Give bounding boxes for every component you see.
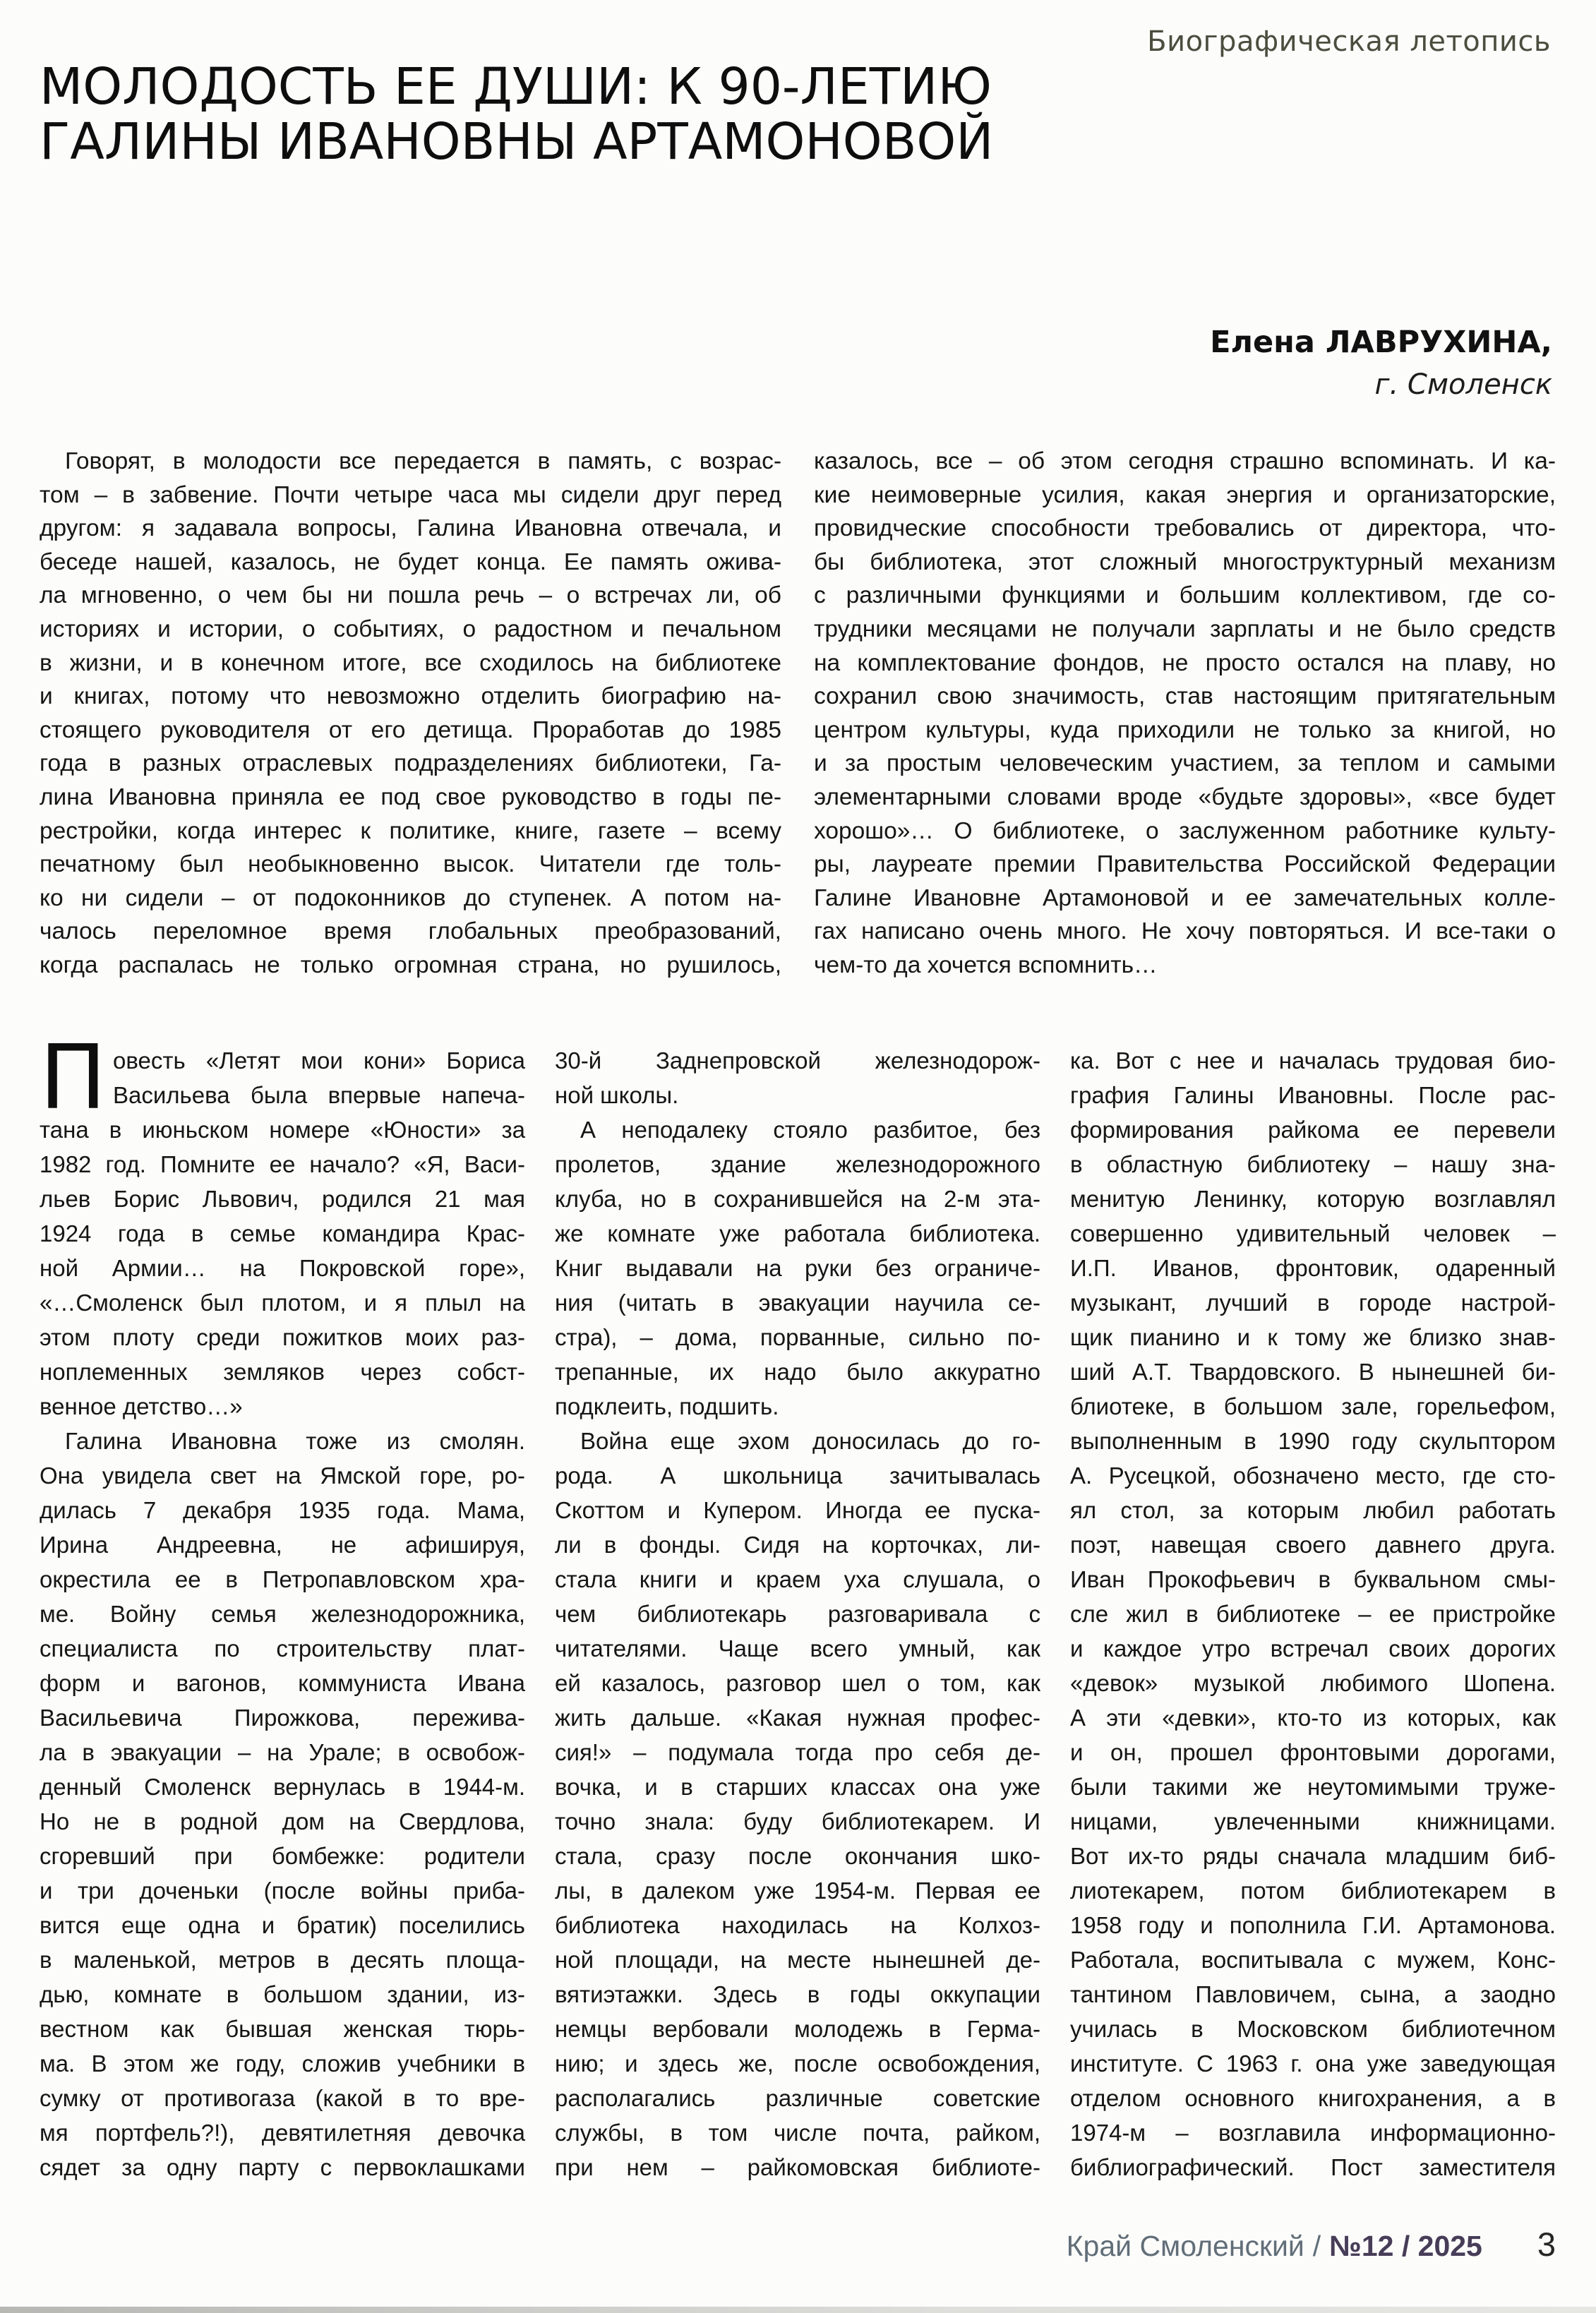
- text-line: немцы вербовали молодежь в Герма-: [555, 2016, 1040, 2042]
- author-name: Елена ЛАВРУХИНА,: [1210, 325, 1552, 360]
- text-line: чем-то да хочется вспомнить…: [814, 951, 1158, 978]
- text-line: Васильева была впервые напеча-: [113, 1082, 525, 1108]
- text-line: трудники месяцами не получали зарплаты и не было средств: [814, 615, 1556, 642]
- text-line: ей казалось, разговор шел о том, как: [555, 1670, 1040, 1696]
- intro-column-right: [814, 445, 1556, 983]
- journal-name: Край Смоленский: [1066, 2230, 1304, 2262]
- text-line: года в разных отраслевых подразделениях библиотеки, Га-: [40, 750, 781, 777]
- text-line: ной площади, на месте нынешней де-: [555, 1947, 1040, 1973]
- text-line: «…Смоленск был плотом, и я плыл на: [40, 1290, 525, 1316]
- text-line: сия!» – подумала тогда про себя де-: [555, 1739, 1040, 1765]
- text-line: библиографический. Пост заместителя: [1070, 2154, 1556, 2180]
- text-line: овесть «Летят мои кони» Бориса: [113, 1047, 525, 1074]
- page-number: 3: [1537, 2225, 1556, 2263]
- text-line: вятиэтажки. Здесь в годы оккупации: [555, 1981, 1040, 2007]
- text-line: сгоревший при бомбежке: родители: [40, 1843, 525, 1869]
- text-line: выполненным в 1990 году скульптором: [1070, 1428, 1556, 1454]
- text-line: чалось переломное время глобальных преобразований,: [40, 918, 781, 945]
- text-line: льев Борис Львович, родился 21 мая: [40, 1186, 525, 1212]
- text-line: Говорят, в молодости все передается в память, с возрас-: [65, 448, 781, 474]
- text-line: «девок» музыкой любимого Шопена.: [1070, 1670, 1556, 1696]
- text-line: и он, прошел фронтовыми дорогами,: [1070, 1739, 1556, 1765]
- text-line: этом плоту среди пожитков моих раз-: [40, 1324, 525, 1350]
- text-line: и книгах, потому что невозможно отделить биографию на-: [40, 683, 781, 710]
- text-line: форм и вагонов, коммуниста Ивана: [40, 1670, 525, 1696]
- text-line: институте. С 1963 г. она уже заведующая: [1070, 2050, 1556, 2077]
- text-line: 1924 года в семье командира Крас-: [40, 1220, 525, 1246]
- text-line: жить дальше. «Какая нужная профес-: [555, 1705, 1040, 1731]
- text-line: мя портфель?!), девятилетняя девочка: [40, 2120, 525, 2146]
- text-line: гах написано очень много. Не хочу повторяться. И все-таки о: [814, 918, 1556, 945]
- text-line: ма. В этом же году, сложив учебники в: [40, 2050, 525, 2077]
- text-line: сохранил свою значимость, став настоящим притягательным: [814, 683, 1556, 710]
- text-line: лиотекарем, потом библиотекарем в: [1070, 1878, 1556, 1904]
- text-line: Ирина Андреевна, не афишируя,: [40, 1532, 525, 1558]
- text-line: другом: я задавала вопросы, Галина Ивановна отвечала, и: [40, 515, 781, 542]
- text-line: поэт, навещая своего давнего друга.: [1070, 1532, 1556, 1558]
- text-line: дилась 7 декабря 1935 года. Мама,: [40, 1497, 525, 1523]
- text-line: венное детство…»: [40, 1393, 243, 1419]
- text-line: А эти «девки», кто-то из которых, как: [1070, 1705, 1556, 1731]
- text-line: тантином Павловичем, сына, а заодно: [1070, 1981, 1556, 2007]
- text-line: Она увидела свет на Ямской горе, ро-: [40, 1462, 525, 1489]
- text-line: вится еще одна и братик) поселились: [40, 1912, 525, 1938]
- text-line: Галине Ивановне Артамоновой и ее замечательных колле-: [814, 884, 1556, 911]
- text-line: 30-й Заднепровской железнодорож-: [555, 1047, 1040, 1074]
- footer-separator: /: [1312, 2230, 1321, 2262]
- text-line: подклеить, подшить.: [555, 1393, 779, 1419]
- byline: [1210, 325, 1552, 401]
- text-line: ной школы.: [555, 1082, 679, 1108]
- body-column-1: [40, 1026, 525, 2185]
- drop-cap: П: [40, 1026, 107, 1129]
- text-line: Галина Ивановна тоже из смолян.: [65, 1428, 525, 1454]
- text-line: окрестила ее в Петропавловском хра-: [40, 1566, 525, 1592]
- text-line: 1982 год. Помните ее начало? «Я, Васи-: [40, 1151, 525, 1177]
- text-line: казалось, все – об этом сегодня страшно вспоминать. И ка-: [814, 448, 1556, 474]
- text-line: службы, в том числе почта, райком,: [555, 2120, 1040, 2146]
- text-line: ял стол, за которым любил работать: [1070, 1497, 1556, 1523]
- body-column-3: [1070, 1043, 1556, 2185]
- text-line: стала книги и краем уха слушала, о: [555, 1566, 1040, 1592]
- text-line: денный Смоленск вернулась в 1944-м.: [40, 1774, 525, 1800]
- text-line: ры, лауреате премии Правительства Российской Федерации: [814, 851, 1556, 878]
- journal-line: [1067, 2230, 1482, 2263]
- text-line: чем библиотекарь разговаривала с: [555, 1601, 1040, 1627]
- text-line: Скоттом и Купером. Иногда ее пуска-: [555, 1497, 1040, 1523]
- text-line: центром культуры, куда приходили не только за книгой, но: [814, 716, 1556, 743]
- text-line: Книг выдавали на руки без ограниче-: [555, 1255, 1040, 1281]
- text-line: сумку от противогаза (какой в то вре-: [40, 2085, 525, 2111]
- text-line: А. Русецкой, обозначено место, где сто-: [1070, 1462, 1556, 1489]
- text-line: ли в фонды. Сидя на корточках, ли-: [555, 1532, 1040, 1558]
- text-line: ла мгновенно, о чем бы ни пошла речь – о встречах ли, об: [40, 582, 781, 609]
- text-line: А неподалеку стояло разбитое, без: [580, 1117, 1040, 1143]
- text-line: и за простым человеческим участием, за теплом и самыми: [814, 750, 1556, 777]
- text-line: блиотеке, в большом зале, горельефом,: [1070, 1393, 1556, 1419]
- text-line: точно знала: буду библиотекарем. И: [555, 1808, 1040, 1834]
- text-line: хорошо»… О библиотеке, о заслуженном работнике культу-: [814, 817, 1556, 844]
- text-line: кие неимоверные усилия, какая энергия и организаторские,: [814, 481, 1556, 508]
- text-line: вестном как бывшая женская тюрь-: [40, 2016, 525, 2042]
- text-line: с различными функциями и большим коллективом, где со-: [814, 582, 1556, 609]
- intro-section: [40, 445, 1556, 983]
- text-line: Работала, воспитывала с мужем, Конс-: [1070, 1947, 1556, 1973]
- text-line: ко ни сидели – от подоконников до ступенек. А потом на-: [40, 884, 781, 911]
- text-line: были такими же неутомимыми труже-: [1070, 1774, 1556, 1800]
- text-line: и три доченьки (после войны приба-: [40, 1878, 525, 1904]
- text-line: рестройки, когда интерес к политике, книге, газете – всему: [40, 817, 781, 844]
- text-line: Иван Прокофьевич в буквальном смы-: [1070, 1566, 1556, 1592]
- text-line: сле жил в библиотеке – ее пристройке: [1070, 1601, 1556, 1627]
- title-line-1: МОЛОДОСТЬ ЕЕ ДУШИ: К 90-ЛЕТИЮ: [40, 57, 992, 116]
- text-line: стра), – дома, порванные, сильно по-: [555, 1324, 1040, 1350]
- text-line: историях и истории, о событиях, о радостном и печальном: [40, 615, 781, 642]
- text-line: в областную библиотеку – нашу зна-: [1070, 1151, 1556, 1177]
- text-line: Вот их-то ряды сначала младшим биб-: [1070, 1843, 1556, 1869]
- text-line: стала, сразу после окончания шко-: [555, 1843, 1040, 1869]
- text-line: ший А.Т. Твардовского. В нынешней би-: [1070, 1359, 1556, 1385]
- text-line: 1974-м – возглавила информационно-: [1070, 2120, 1556, 2146]
- intro-column-left: [40, 445, 781, 983]
- text-line: трепанные, их надо было аккуратно: [555, 1359, 1040, 1385]
- text-line: Васильевича Пирожкова, пережива-: [40, 1705, 525, 1731]
- text-line: при нем – райкомовская библиоте-: [555, 2154, 1040, 2180]
- text-line: печатному был необыкновенно высок. Читатели где толь-: [40, 851, 781, 878]
- text-line: стоящего руководителя от его детища. Проработав до 1985: [40, 716, 781, 743]
- text-line: лина Ивановна приняла ее под свое руководство в годы пе-: [40, 783, 781, 810]
- text-line: читателями. Чаще всего умный, как: [555, 1635, 1040, 1662]
- text-line: библиотека находилась на Колхоз-: [555, 1912, 1040, 1938]
- text-line: щик пианино и к тому же близко знав-: [1070, 1324, 1556, 1350]
- text-line: Но не в родной дом на Свердлова,: [40, 1808, 525, 1834]
- text-line: же комнате уже работала библиотека.: [555, 1220, 1040, 1246]
- text-line: ницами, увлеченными книжницами.: [1070, 1808, 1556, 1834]
- text-line: вочка, и в старших классах она уже: [555, 1774, 1040, 1800]
- body-column-2: [555, 1043, 1040, 2185]
- text-line: располагались различные советские: [555, 2085, 1040, 2111]
- text-line: нию; и здесь же, после освобождения,: [555, 2050, 1040, 2077]
- text-line: Война еще эхом доносилась до го-: [580, 1428, 1040, 1454]
- text-line: рода. А школьница зачитывалась: [555, 1462, 1040, 1489]
- article-body: [40, 1026, 1556, 2185]
- text-line: провидческие способности требовались от директора, что-: [814, 515, 1556, 542]
- text-line: когда распалась не только огромная страна, но рушилось,: [40, 951, 781, 978]
- article-title: [40, 59, 993, 169]
- text-line: ния (читать в эвакуации научила се-: [555, 1290, 1040, 1316]
- text-line: беседе нашей, казалось, не будет конца. Ее память ожива-: [40, 548, 781, 575]
- text-line: в маленькой, метров в десять площа-: [40, 1947, 525, 1973]
- text-line: формирования райкома ее перевели: [1070, 1117, 1556, 1143]
- text-line: сядет за одну парту с первоклашками: [40, 2154, 525, 2180]
- text-line: отделом основного книгохранения, а в: [1070, 2085, 1556, 2111]
- text-line: тана в июньском номере «Юности» за: [40, 1117, 525, 1143]
- scan-edge-artifact: [0, 2307, 1596, 2313]
- text-line: менитую Ленинку, которую возглавлял: [1070, 1186, 1556, 1212]
- text-line: пролетов, здание железнодорожного: [555, 1151, 1040, 1177]
- text-line: музыкант, лучший в городе настрой-: [1070, 1290, 1556, 1316]
- issue-number: №12 / 2025: [1329, 2230, 1482, 2262]
- section-header: Биографическая летопись: [1147, 25, 1551, 58]
- text-line: совершенно удивительный человек –: [1070, 1220, 1556, 1246]
- text-line: и каждое утро встречал своих дорогих: [1070, 1635, 1556, 1662]
- text-line: ла в эвакуации – на Урале; в освобож-: [40, 1739, 525, 1765]
- text-line: том – в забвение. Почти четыре часа мы сидели друг перед: [40, 481, 781, 508]
- text-line: графия Галины Ивановны. После рас-: [1070, 1082, 1556, 1108]
- text-line: училась в Московском библиотечном: [1070, 2016, 1556, 2042]
- title-line-2: ГАЛИНЫ ИВАНОВНЫ АРТАМОНОВОЙ: [40, 112, 994, 171]
- author-city: г. Смоленск: [1374, 368, 1552, 401]
- page-footer: [40, 2225, 1556, 2264]
- text-line: 1958 году и пополнила Г.И. Артамонова.: [1070, 1912, 1556, 1938]
- text-line: ка. Вот с нее и началась трудовая био-: [1070, 1047, 1556, 1074]
- text-line: на комплектование фондов, не просто остался на плаву, но: [814, 649, 1556, 676]
- text-line: ноплеменных земляков через собст-: [40, 1359, 525, 1385]
- text-line: клуба, но в сохранившейся на 2-м эта-: [555, 1186, 1040, 1212]
- text-line: лы, в далеком уже 1954-м. Первая ее: [555, 1878, 1040, 1904]
- text-line: элементарными словами вроде «будьте здоровы», «все будет: [814, 783, 1556, 810]
- text-line: ме. Войну семья железнодорожника,: [40, 1601, 525, 1627]
- text-line: в жизни, и в конечном итоге, все сходилось на библиотеке: [40, 649, 781, 676]
- text-line: И.П. Иванов, фронтовик, одаренный: [1070, 1255, 1556, 1281]
- text-line: ной Армии… на Покровской горе»,: [40, 1255, 525, 1281]
- text-line: дью, комнате в большом здании, из-: [40, 1981, 525, 2007]
- text-line: специалиста по строительству плат-: [40, 1635, 525, 1662]
- text-line: бы библиотека, этот сложный многоструктурный механизм: [814, 548, 1556, 575]
